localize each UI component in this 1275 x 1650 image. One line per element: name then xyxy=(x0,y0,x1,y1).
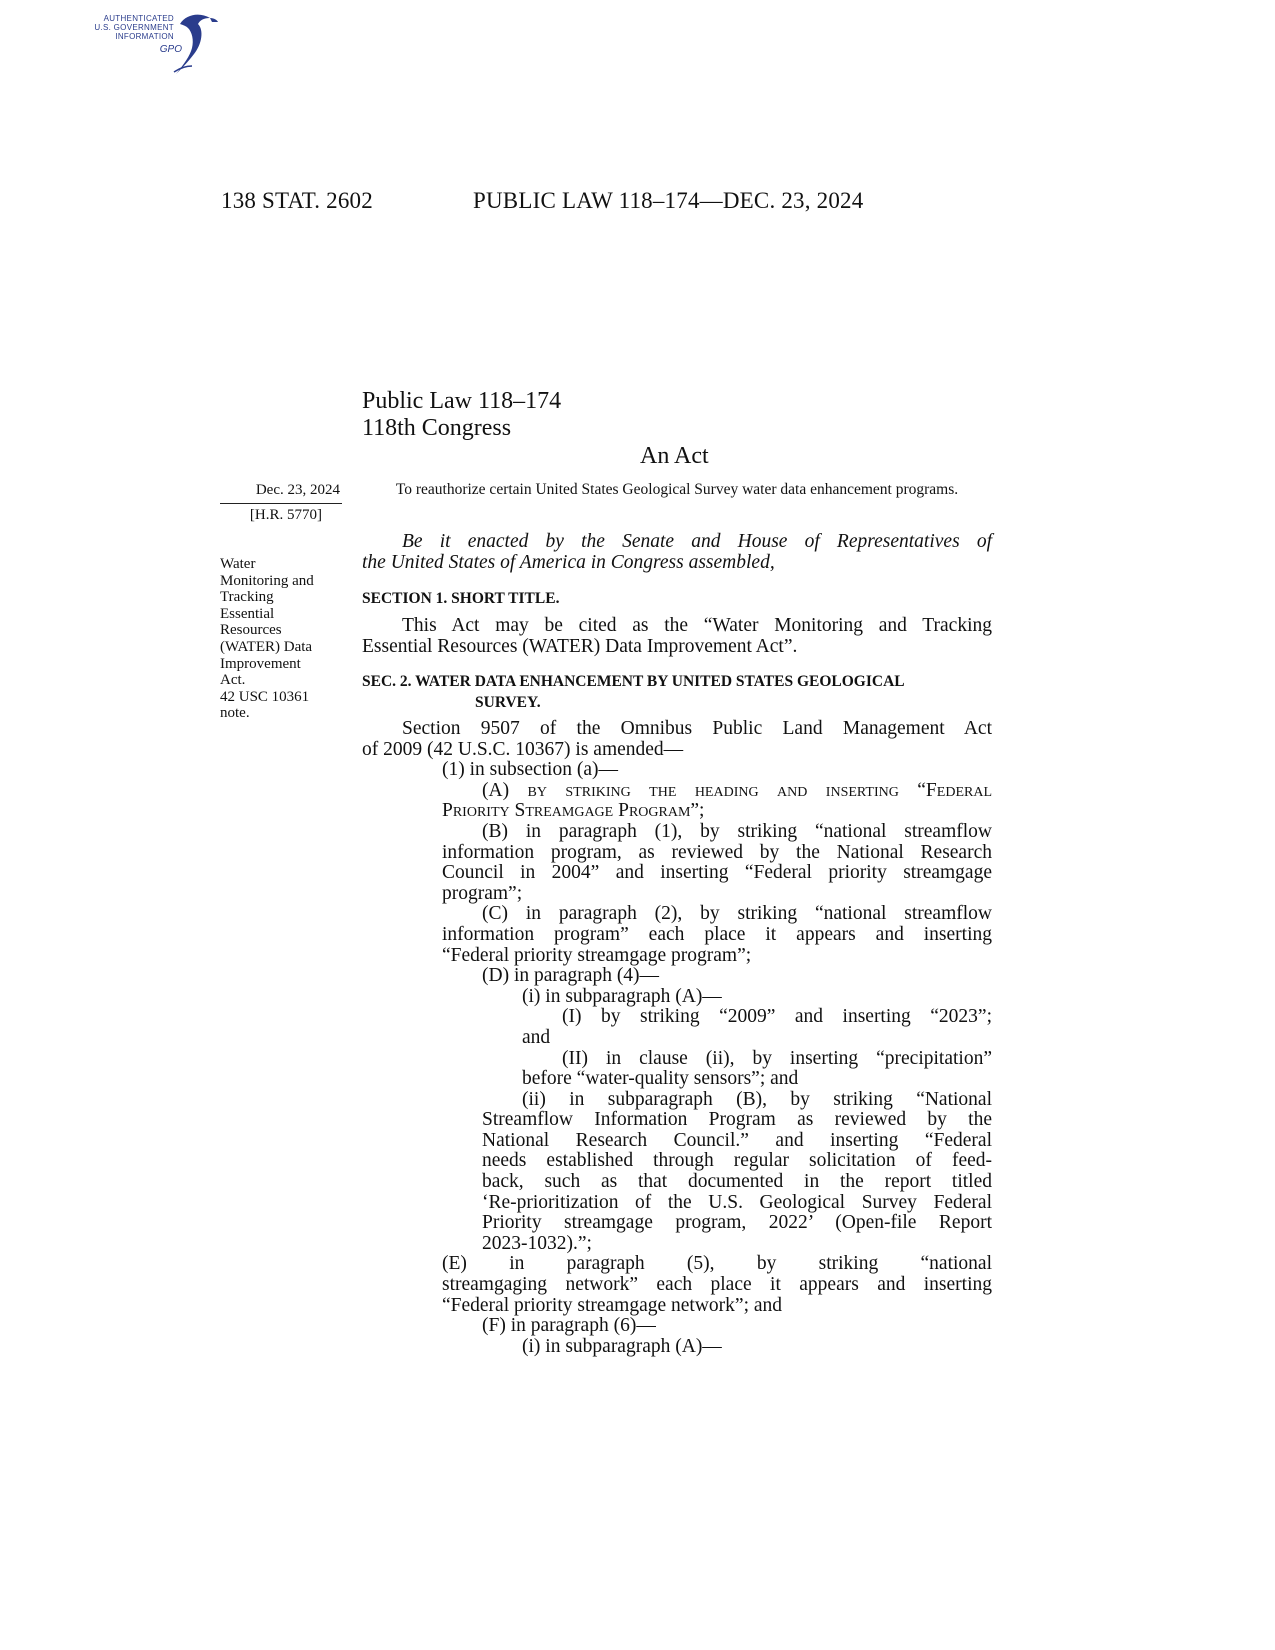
text-line: and xyxy=(522,1026,551,1048)
text-line: “Federal priority streamgage program”; xyxy=(442,944,752,966)
text-line: information program, as reviewed by the National Research xyxy=(442,841,992,863)
logo-text-line-1: AUTHENTICATED xyxy=(103,14,174,23)
text-line: Priority streamgage program, 2022’ (Open-file Report xyxy=(482,1212,992,1234)
section-2-text xyxy=(362,719,992,1357)
text-line: Essential Resources (WATER) Data Improvement Act”. xyxy=(362,635,798,657)
sidenote-line: Act. xyxy=(220,672,246,689)
running-head-law: PUBLIC LAW 118–174—DEC. 23, 2024 xyxy=(473,188,864,213)
text-line: of 2009 (42 U.S.C. 10367) is amended— xyxy=(362,738,684,760)
section-1-text xyxy=(362,616,992,657)
text-line: before “water-quality sensors”; and xyxy=(522,1068,799,1090)
text-line: program”; xyxy=(442,882,523,904)
logo-text-line-2: U.S. GOVERNMENT xyxy=(94,23,174,32)
text-line: back, such as that documented in the report titled xyxy=(482,1171,992,1193)
text-line: needs established through regular solicitation of feed- xyxy=(482,1150,992,1172)
gpo-authentication-logo xyxy=(92,8,232,76)
text-line: (C) in paragraph (2), by striking “national streamflow xyxy=(482,903,992,925)
margin-divider xyxy=(220,503,342,504)
section-2-heading-cont: SURVEY. xyxy=(475,694,541,711)
text-line: (i) in subparagraph (A)— xyxy=(522,985,722,1007)
section-2-heading: SEC. 2. WATER DATA ENHANCEMENT BY UNITED STATES GEOLOGICAL xyxy=(362,673,905,690)
sidenote-line: Resources xyxy=(220,622,282,639)
text-line: “Federal priority streamgage network”; and xyxy=(442,1294,783,1316)
sidenote-line: Tracking xyxy=(220,589,274,606)
text-line: (I) by striking “2009” and inserting “2023”; xyxy=(562,1006,992,1028)
sidenote-line: (WATER) Data xyxy=(220,638,313,655)
text-line: (i) in subparagraph (A)— xyxy=(522,1335,722,1357)
text-line: (D) in paragraph (4)— xyxy=(482,965,660,987)
text-line: (1) in subsection (a)— xyxy=(442,759,618,781)
text-line: ‘Re-prioritization of the U.S. Geological Survey Federal xyxy=(482,1191,992,1213)
sidenote-line: 42 USC 10361 xyxy=(220,688,310,705)
text-line: streamgaging network” each place it appears and inserting xyxy=(442,1274,992,1296)
law-number: Public Law 118–174 xyxy=(362,388,562,414)
margin-sidenote xyxy=(220,556,340,722)
text-line: (B) in paragraph (1), by striking “national streamflow xyxy=(482,820,992,842)
text-line: (II) in clause (ii), by inserting “precipitation” xyxy=(562,1047,992,1069)
enacting-clause xyxy=(362,532,992,573)
sidenote-line: note. xyxy=(220,705,250,722)
text-line: information program” each place it appears and inserting xyxy=(442,923,992,945)
an-act-title: An Act xyxy=(640,443,709,469)
enacting-line-1: Be it enacted by the Senate and House of Representatives of xyxy=(402,531,992,552)
margin-bill-number: [H.R. 5770] xyxy=(249,507,322,523)
text-line: (F) in paragraph (6)— xyxy=(482,1315,656,1337)
running-head-page: 138 STAT. 2602 xyxy=(221,188,373,213)
text-line: Streamflow Information Program as reviewed by the xyxy=(482,1109,992,1131)
act-purpose: To reauthorize certain United States Geological Survey water data enhancement programs. xyxy=(395,481,959,498)
eagle-icon xyxy=(170,10,220,76)
text-line: 2023-1032).”; xyxy=(482,1232,592,1254)
congress: 118th Congress xyxy=(362,415,512,441)
section-1-heading: SECTION 1. SHORT TITLE. xyxy=(362,590,560,607)
text-line: (ii) in subparagraph (B), by striking “National xyxy=(522,1088,992,1110)
text-line: Section 9507 of the Omnibus Public Land Management Act xyxy=(402,718,992,739)
sidenote-line: Monitoring and xyxy=(220,572,314,589)
sidenote-line: Essential xyxy=(220,605,275,622)
margin-date: Dec. 23, 2024 xyxy=(255,482,340,498)
text-line: This Act may be cited as the “Water Monitoring and Tracking xyxy=(402,615,992,636)
text-line: National Research Council.” and inserting “Federal xyxy=(482,1129,992,1151)
sidenote-line: Water xyxy=(220,556,256,572)
text-line: Council in 2004” and inserting “Federal priority streamgage xyxy=(442,862,992,884)
text-line: Priority Streamgage Program”; xyxy=(442,800,705,822)
sidenote-line: Improvement xyxy=(220,655,301,672)
text-line: (E) in paragraph (5), by striking “national xyxy=(442,1253,992,1275)
enacting-line-2: the United States of America in Congress assembled, xyxy=(362,551,775,573)
logo-gpo-mark: GPO xyxy=(159,44,182,55)
text-line: (A) by striking the heading and inserting “Federal xyxy=(482,779,992,801)
logo-text-line-3: INFORMATION xyxy=(115,32,174,41)
